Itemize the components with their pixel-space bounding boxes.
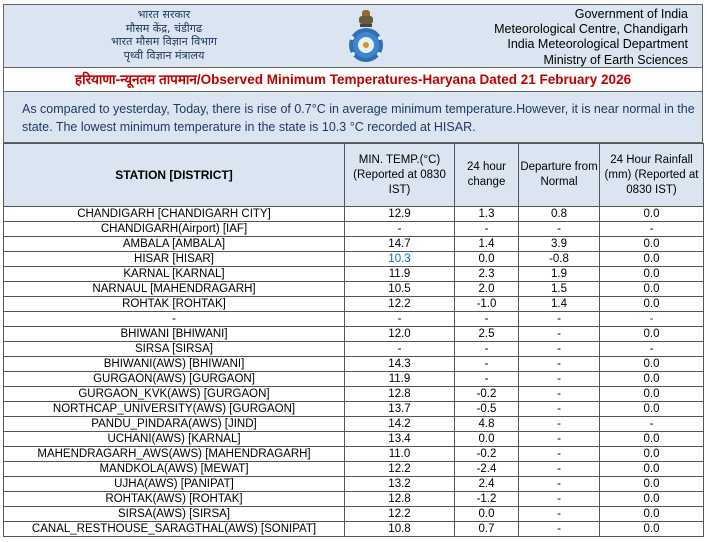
station-cell: BHIWANI(AWS) [BHIWANI] — [4, 357, 345, 372]
min-temp-cell: 12.8 — [345, 492, 455, 507]
min-temp-cell: 13.4 — [345, 432, 455, 447]
departure-cell: - — [519, 522, 600, 537]
station-cell: UCHANI(AWS) [KARNAL] — [4, 432, 345, 447]
change-cell: 2.3 — [455, 267, 519, 282]
table-row — [4, 372, 704, 387]
table-row — [4, 252, 704, 267]
rainfall-cell: 0.0 — [600, 387, 704, 402]
departure-cell: - — [519, 387, 600, 402]
rainfall-cell: - — [600, 342, 704, 357]
org-line: Government of India — [574, 7, 688, 21]
table-row — [4, 507, 704, 522]
column-header-station: STATION [DISTRICT] — [4, 144, 345, 207]
min-temp-cell: 13.7 — [345, 402, 455, 417]
min-temp-cell: - — [345, 222, 455, 237]
table-row — [4, 222, 704, 237]
departure-cell: - — [519, 507, 600, 522]
rainfall-cell: 0.0 — [600, 432, 704, 447]
report-header — [3, 4, 703, 68]
table-row — [4, 492, 704, 507]
min-temp-cell: - — [345, 342, 455, 357]
change-cell: 2.4 — [455, 477, 519, 492]
report-title: हरियाणा-न्यूनतम तापमान/Observed Minimum Temperatures-Haryana Dated 21 February 2026 — [3, 68, 703, 92]
station-cell: KARNAL [KARNAL] — [4, 267, 345, 282]
change-cell: -0.5 — [455, 402, 519, 417]
column-header-change: 24 hour change — [455, 144, 519, 207]
summary-text: As compared to yesterday, Today, there is rise of 0.7°C in average minimum temperature.However, it is near normal in the state. The lowest minimum temperature in the state is 10.3 °C recorded at HISAR. — [3, 92, 703, 143]
departure-cell: 1.9 — [519, 267, 600, 282]
table-row — [4, 447, 704, 462]
departure-cell: - — [519, 417, 600, 432]
table-row — [4, 237, 704, 252]
hindi-line: पृथ्वी विज्ञान मंत्रालय — [123, 48, 205, 62]
change-cell: -1.2 — [455, 492, 519, 507]
table-row — [4, 312, 704, 327]
min-temp-cell: 11.9 — [345, 372, 455, 387]
station-cell: PANDU_PINDARA(AWS) [JIND] — [4, 417, 345, 432]
change-cell: 0.0 — [455, 252, 519, 267]
rainfall-cell: 0.0 — [600, 297, 704, 312]
hindi-line: मौसम केंद्र, चंडीगढ — [125, 21, 203, 35]
departure-cell: - — [519, 222, 600, 237]
org-line: India Meteorological Department — [507, 37, 688, 52]
departure-cell: - — [519, 477, 600, 492]
rainfall-cell: 0.0 — [600, 372, 704, 387]
min-temp-cell: 14.7 — [345, 237, 455, 252]
min-temp-cell: 11.9 — [345, 267, 455, 282]
change-cell: 1.3 — [455, 207, 519, 222]
min-temp-cell: 12.9 — [345, 207, 455, 222]
org-line: Ministry of Earth Sciences — [543, 52, 688, 67]
change-cell: - — [455, 372, 519, 387]
departure-cell: - — [519, 492, 600, 507]
table-row — [4, 267, 704, 282]
station-cell: AMBALA [AMBALA] — [4, 237, 345, 252]
change-cell: - — [455, 357, 519, 372]
change-cell: 0.7 — [455, 522, 519, 537]
rainfall-cell: 0.0 — [600, 252, 704, 267]
station-cell: CANAL_RESTHOUSE_SARAGTHAL(AWS) [SONIPAT] — [4, 522, 345, 537]
min-temp-cell: 11.0 — [345, 447, 455, 462]
org-line: Meteorological Centre, Chandigarh — [494, 22, 688, 37]
departure-cell: 3.9 — [519, 237, 600, 252]
rainfall-cell: 0.0 — [600, 327, 704, 342]
table-row — [4, 297, 704, 312]
change-cell: - — [455, 312, 519, 327]
min-temp-cell: 12.2 — [345, 297, 455, 312]
departure-cell: 1.5 — [519, 282, 600, 297]
min-temp-cell: 12.8 — [345, 387, 455, 402]
min-temp-cell: 14.2 — [345, 417, 455, 432]
rainfall-cell: 0.0 — [600, 492, 704, 507]
departure-cell: - — [519, 342, 600, 357]
hindi-org-block — [99, 8, 229, 62]
departure-cell: 1.4 — [519, 297, 600, 312]
rainfall-cell: 0.0 — [600, 207, 704, 222]
min-temp-cell: 13.2 — [345, 477, 455, 492]
table-row — [4, 387, 704, 402]
change-cell: -2.4 — [455, 462, 519, 477]
table-row — [4, 357, 704, 372]
table-row — [4, 207, 704, 222]
table-row — [4, 342, 704, 357]
station-cell: BHIWANI [BHIWANI] — [4, 327, 345, 342]
change-cell: 0.0 — [455, 432, 519, 447]
table-row — [4, 477, 704, 492]
min-temp-cell: 10.8 — [345, 522, 455, 537]
rainfall-cell: 0.0 — [600, 522, 704, 537]
change-cell: 1.4 — [455, 237, 519, 252]
min-temp-cell: 12.2 — [345, 462, 455, 477]
english-org-block — [448, 7, 688, 68]
rainfall-cell: - — [600, 222, 704, 237]
change-cell: -0.2 — [455, 447, 519, 462]
column-header-rainfall: 24 Hour Rainfall (mm) (Reported at 0830 IST) — [600, 144, 704, 207]
station-cell: ROHTAK(AWS) [ROHTAK] — [4, 492, 345, 507]
station-cell: GURGAON_KVK(AWS) [GURGAON] — [4, 387, 345, 402]
departure-cell: - — [519, 327, 600, 342]
min-temp-cell: 14.3 — [345, 357, 455, 372]
station-cell: UJHA(AWS) [PANIPAT] — [4, 477, 345, 492]
departure-cell: - — [519, 432, 600, 447]
column-header-departure: Departure from Normal — [519, 144, 600, 207]
change-cell: 2.5 — [455, 327, 519, 342]
min-temp-cell: - — [345, 312, 455, 327]
change-cell: 4.8 — [455, 417, 519, 432]
change-cell: -1.0 — [455, 297, 519, 312]
station-cell: CHANDIGARH(Airport) [IAF] — [4, 222, 345, 237]
rainfall-cell: 0.0 — [600, 357, 704, 372]
rainfall-cell: 0.0 — [600, 447, 704, 462]
rainfall-cell: 0.0 — [600, 267, 704, 282]
station-cell: - — [4, 312, 345, 327]
station-cell: MAHENDRAGARH_AWS(AWS) [MAHENDRAGARH] — [4, 447, 345, 462]
station-cell: SIRSA(AWS) [SIRSA] — [4, 507, 345, 522]
rainfall-cell: - — [600, 417, 704, 432]
rainfall-cell: 0.0 — [600, 282, 704, 297]
table-row — [4, 432, 704, 447]
rainfall-cell: 0.0 — [600, 507, 704, 522]
rainfall-cell: 0.0 — [600, 237, 704, 252]
rainfall-cell: 0.0 — [600, 477, 704, 492]
change-cell: - — [455, 342, 519, 357]
table-row — [4, 327, 704, 342]
departure-cell: - — [519, 372, 600, 387]
departure-cell: - — [519, 462, 600, 477]
hindi-line: भारत मौसम विज्ञान विभाग — [111, 35, 217, 48]
station-cell: CHANDIGARH [CHANDIGARH CITY] — [4, 207, 345, 222]
station-cell: ROHTAK [ROHTAK] — [4, 297, 345, 312]
table-row — [4, 417, 704, 432]
temperature-table — [3, 143, 704, 537]
departure-cell: -0.8 — [519, 252, 600, 267]
station-cell: GURGAON(AWS) [GURGAON] — [4, 372, 345, 387]
min-temp-cell: 12.2 — [345, 507, 455, 522]
rainfall-cell: 0.0 — [600, 462, 704, 477]
change-cell: -0.2 — [455, 387, 519, 402]
rainfall-cell: - — [600, 312, 704, 327]
departure-cell: - — [519, 357, 600, 372]
column-header-min-temp: MIN. TEMP.(°C) (Reported at 0830 IST) — [345, 144, 455, 207]
table-row — [4, 462, 704, 477]
departure-cell: 0.8 — [519, 207, 600, 222]
hindi-line: भारत सरकार — [137, 8, 191, 21]
min-temp-cell: 10.3 — [345, 252, 455, 267]
rainfall-cell: 0.0 — [600, 402, 704, 417]
station-cell: SIRSA [SIRSA] — [4, 342, 345, 357]
station-cell: NORTHCAP_UNIVERSITY(AWS) [GURGAON] — [4, 402, 345, 417]
change-cell: 0.0 — [455, 507, 519, 522]
table-row — [4, 402, 704, 417]
table-row — [4, 282, 704, 297]
station-cell: HISAR [HISAR] — [4, 252, 345, 267]
change-cell: - — [455, 222, 519, 237]
station-cell: MANDKOLA(AWS) [MEWAT] — [4, 462, 345, 477]
table-row — [4, 522, 704, 537]
station-cell: NARNAUL [MAHENDRAGARH] — [4, 282, 345, 297]
imd-emblem-icon — [347, 8, 385, 66]
departure-cell: - — [519, 402, 600, 417]
departure-cell: - — [519, 447, 600, 462]
min-temp-cell: 12.0 — [345, 327, 455, 342]
departure-cell: - — [519, 312, 600, 327]
change-cell: 2.0 — [455, 282, 519, 297]
min-temp-cell: 10.5 — [345, 282, 455, 297]
